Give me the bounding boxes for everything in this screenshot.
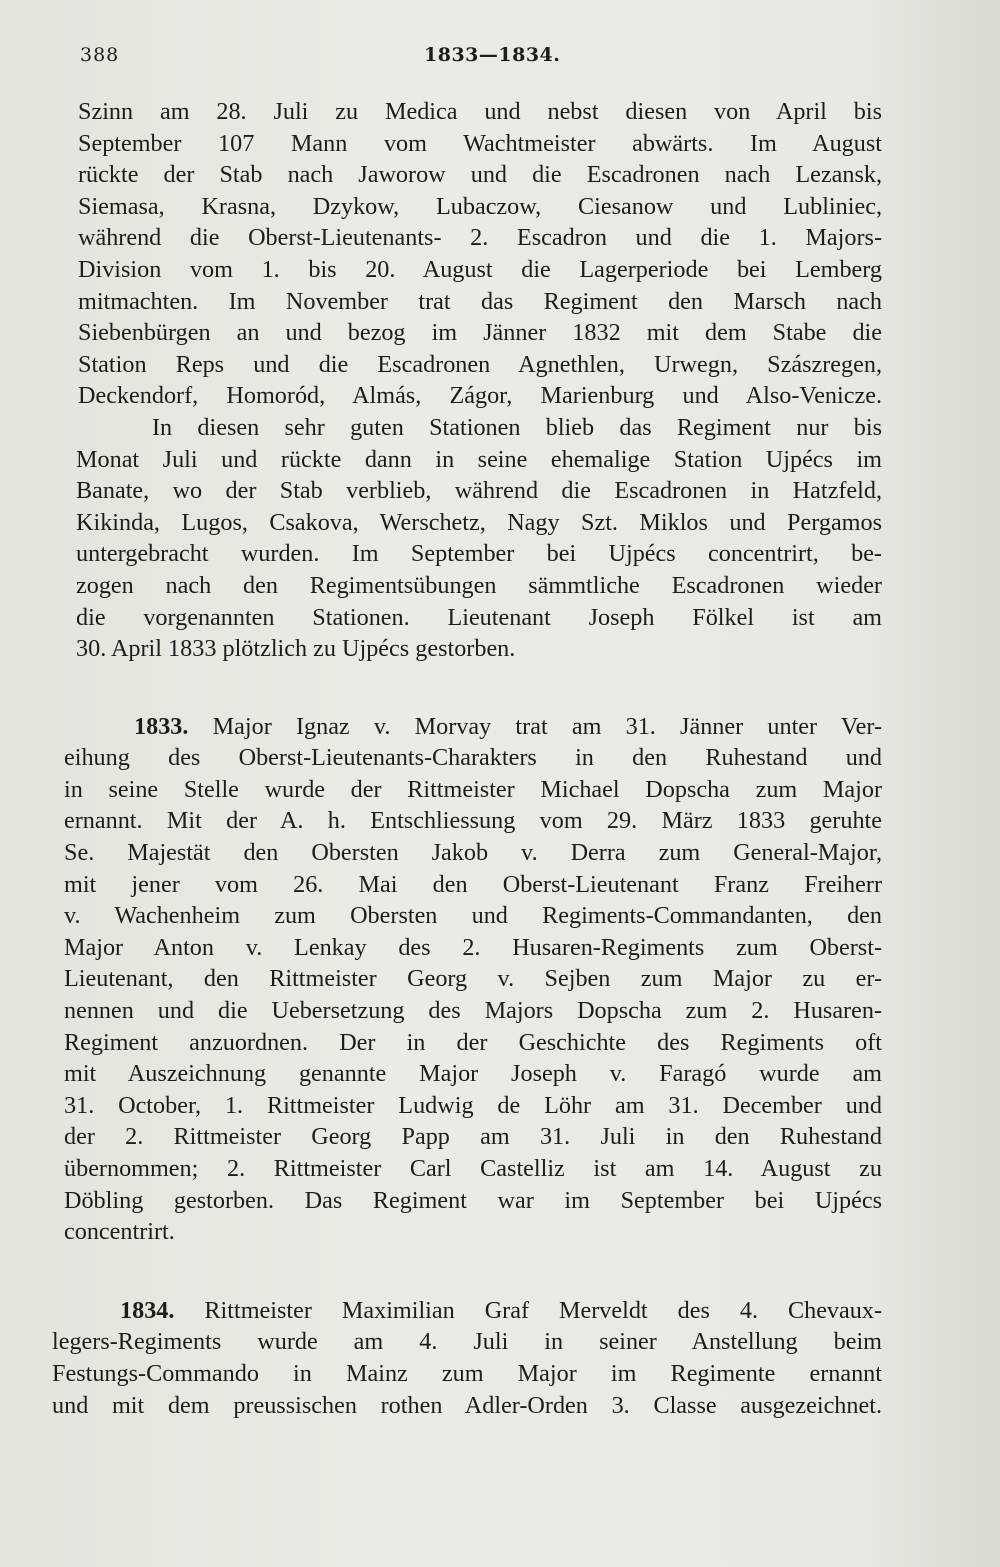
text-line: ernannt. Mit der A. h. Entschliessung vom 29. März 1833 geruhte [64,807,882,835]
text-line: 30. April 1833 plötzlich zu Ujpécs gestorben. [76,635,516,663]
text-line: Döbling gestorben. Das Regiment war im September bei Ujpécs [64,1186,882,1214]
text-line: Regiment anzuordnen. Der in der Geschichte des Regiments oft [64,1028,882,1056]
text-line: Szinn am 28. Juli zu Medica und nebst diesen von April bis [78,98,882,125]
text-line [64,711,882,743]
text-line: Division vom 1. bis 20. August die Lagerperiode bei Lemberg [78,255,882,283]
text-line: Festungs-Commando in Mainz zum Major im Regimente ernannt [52,1359,882,1387]
text-line: concentrirt. [64,1218,175,1246]
text-line: die vorgenannten Stationen. Lieutenant Joseph Fölkel ist am [76,603,882,631]
page-header [80,44,870,74]
text-line: während die Oberst-Lieutenants- 2. Escadron und die 1. Majors- [78,224,882,252]
text-line [52,1295,882,1327]
year-heading: 1833. [134,712,189,740]
text-line: mit Auszeichnung genannte Major Joseph v. Faragó wurde am [64,1060,882,1088]
text-line: September 107 Mann vom Wachtmeister abwärts. Im August [78,129,882,157]
running-head: 1833—1834. [424,44,561,66]
text-line: Siebenbürgen an und bezog im Jänner 1832 mit dem Stabe die [78,319,882,347]
paragraph-1 [62,96,882,412]
text-line: rückte der Stab nach Jaworow und die Escadronen nach Lezansk, [78,161,882,189]
text-line: Major Anton v. Lenkay des 2. Husaren-Regiments zum Oberst- [64,933,882,961]
section-gap [62,1248,882,1295]
text-line: Banate, wo der Stab verblieb, während die Escadronen in Hatzfeld, [76,477,882,505]
text-line: untergebracht wurden. Im September bei Ujpécs concentrirt, be- [76,540,882,568]
text-line: Lieutenant, den Rittmeister Georg v. Sejben zum Major zu er- [64,965,882,993]
text-line: zogen nach den Regimentsübungen sämmtliche Escadronen wieder [76,571,882,599]
paragraph-1834 [52,1295,882,1421]
section-gap [62,665,882,711]
text-line: Siemasa, Krasna, Dzykow, Lubaczow, Ciesanow und Lubliniec, [78,192,882,220]
text-line: 31. October, 1. Rittmeister Ludwig de Löhr am 31. December und [64,1091,882,1119]
text-line: Deckendorf, Homoród, Almás, Zágor, Marienburg und Also-Venicze. [78,382,882,410]
text-line: übernommen; 2. Rittmeister Carl Castelliz ist am 14. August zu [64,1155,882,1182]
text-line: Kikinda, Lugos, Csakova, Werschetz, Nagy Szt. Miklos und Pergamos [76,508,882,536]
text-line: eihung des Oberst-Lieutenants-Charakters in den Ruhestand und [64,744,882,772]
text-line: mitmachten. Im November trat das Regiment den Marsch nach [78,287,882,315]
paragraph-2 [62,412,882,665]
text-line: Monat Juli und rückte dann in seine ehemalige Station Ujpécs im [76,445,882,473]
text-line: v. Wachenheim zum Obersten und Regiments-Commandanten, den [64,902,882,930]
page-number: 388 [80,44,120,66]
text-line: mit jener vom 26. Mai den Oberst-Lieutenant Franz Freiherr [64,870,882,898]
text-line: Se. Majestät den Obersten Jakob v. Derra zum General-Major, [64,839,882,867]
text-fragment: Major Ignaz v. Morvay trat am 31. Jänner unter Ver- [212,712,882,740]
year-heading: 1834. [120,1296,175,1324]
text-line: Station Reps und die Escadronen Agnethlen, Urwegn, Szászregen, [78,350,882,378]
text-line: in seine Stelle wurde der Rittmeister Michael Dopscha zum Major [64,775,882,803]
text-line: und mit dem preussischen rothen Adler-Orden 3. Classe ausgezeichnet. [52,1391,882,1419]
text-line: nennen und die Uebersetzung des Majors Dopscha zum 2. Husaren- [64,997,882,1025]
text-line: legers-Regiments wurde am 4. Juli in seiner Anstellung beim [52,1328,882,1356]
text-line: In diesen sehr guten Stationen blieb das Regiment nur bis [152,413,882,441]
text-fragment: Rittmeister Maximilian Graf Merveldt des 4. Chevaux- [204,1296,883,1324]
paragraph-1833 [62,711,882,1248]
text-line: der 2. Rittmeister Georg Papp am 31. Juli in den Ruhestand [64,1123,882,1151]
body-text [52,96,883,1421]
